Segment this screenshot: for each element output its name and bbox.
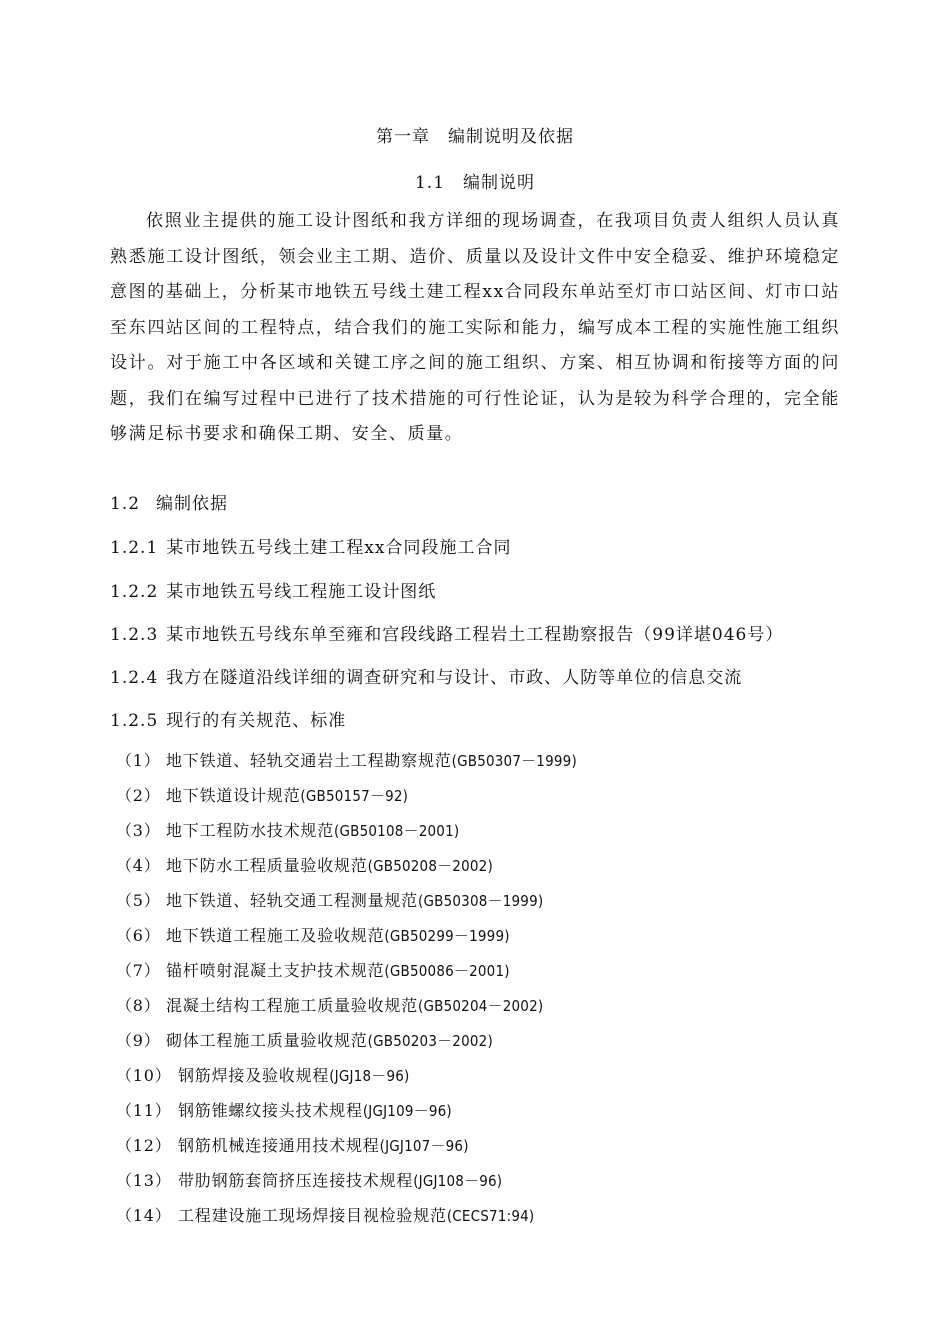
standard-name: 地下铁道、轻轨交通岩土工程勘察规范 <box>166 751 452 770</box>
standard-index: （8） <box>116 996 161 1015</box>
standard-index: （3） <box>116 821 161 840</box>
standard-index: （12） <box>116 1136 172 1155</box>
basis-item-number: 1.2.1 <box>110 538 159 558</box>
standard-item <box>116 923 510 946</box>
section-heading-1-2 <box>110 489 228 514</box>
standard-item <box>116 853 493 876</box>
standard-item <box>116 888 543 911</box>
standard-item <box>116 1168 502 1191</box>
standard-code: (JGJ107－96) <box>379 1137 469 1155</box>
standard-index: （14） <box>116 1206 172 1225</box>
basis-item <box>110 577 436 602</box>
standard-code: (GB50308－1999) <box>418 892 544 910</box>
standard-item <box>116 818 459 841</box>
basis-item <box>110 663 742 688</box>
standard-index: （13） <box>116 1171 172 1190</box>
section-number: 1.1 <box>414 173 446 193</box>
standard-code: (GB50299－1999) <box>384 927 510 945</box>
basis-item <box>110 706 346 731</box>
standard-item <box>116 1133 469 1156</box>
standard-code: (JGJ18－96) <box>329 1067 410 1085</box>
standard-code: (GB50203－2002) <box>367 1032 493 1050</box>
standard-item <box>116 783 408 806</box>
standard-name: 锚杆喷射混凝土支护技术规范 <box>166 961 385 980</box>
standard-name: 钢筋机械连接通用技术规程 <box>178 1136 380 1155</box>
standard-code: (CECS71:94) <box>446 1207 535 1225</box>
standard-code: (JGJ108－96) <box>413 1172 503 1190</box>
standard-name: 地下铁道、轻轨交通工程测量规范 <box>166 891 419 910</box>
standard-code: (GB50204－2002) <box>418 997 544 1015</box>
basis-item-number: 1.2.4 <box>110 668 159 688</box>
standard-code: (GB50086－2001) <box>384 962 510 980</box>
standard-name: 混凝土结构工程施工质量验收规范 <box>166 996 419 1015</box>
standard-code: (GB50108－2001) <box>334 822 460 840</box>
standard-index: （11） <box>116 1101 172 1120</box>
standard-item <box>116 958 510 981</box>
standard-index: （9） <box>116 1031 161 1050</box>
basis-item-text: 某市地铁五号线东单至雍和宫段线路工程岩土工程勘察报告（99详堪046号） <box>166 625 784 645</box>
section-title-text: 编制依据 <box>156 494 229 514</box>
standard-item <box>116 748 577 771</box>
standard-code: (GB50157－92) <box>300 787 409 805</box>
intro-paragraph: 依照业主提供的施工设计图纸和我方详细的现场调查，在我项目负责人组织人员认真熟悉施工设计图纸，领会业主工期、造价、质量以及设计文件中安全稳妥、维护环境稳定意图的基础上，分析某市地铁五号线土建工程xx合同段东单站至灯市口站区间、灯市口站至东四站区间的工程特点，结合我们的施工实际和能力，编写成本工程的实施性施工组织设计。对于施工中各区域和关键工序之间的施工组织、方案、相互协调和衔接等方面的问题，我们在编写过程中已进行了技术措施的可行性论证，认为是较为科学合理的，完全能够满足标书要求和确保工期、安全、质量。 <box>110 211 840 444</box>
basis-item <box>110 620 783 645</box>
standard-index: （6） <box>116 926 161 945</box>
standard-name: 地下铁道工程施工及验收规范 <box>166 926 385 945</box>
section-heading-1-1 <box>0 168 950 193</box>
standard-name: 地下工程防水技术规范 <box>166 821 335 840</box>
standard-index: （2） <box>116 786 161 805</box>
standard-name: 工程建设施工现场焊接目视检验规范 <box>178 1206 447 1225</box>
standard-code: (GB50307－1999) <box>451 752 577 770</box>
basis-item-number: 1.2.2 <box>110 582 159 602</box>
basis-item <box>110 533 511 558</box>
standard-index: （1） <box>116 751 161 770</box>
standard-index: （10） <box>116 1066 172 1085</box>
basis-item-text: 某市地铁五号线土建工程xx合同段施工合同 <box>166 538 512 558</box>
standard-name: 带肋钢筋套筒挤压连接技术规程 <box>178 1171 414 1190</box>
basis-item-text: 我方在隧道沿线详细的调查研究和与设计、市政、人防等单位的信息交流 <box>166 668 743 688</box>
section-title-text: 编制说明 <box>463 173 536 193</box>
basis-item-number: 1.2.5 <box>110 711 159 731</box>
basis-item-text: 现行的有关规范、标准 <box>166 711 347 731</box>
standard-name: 钢筋锥螺纹接头技术规程 <box>178 1101 363 1120</box>
standard-item <box>116 1028 493 1051</box>
standard-item <box>116 1203 534 1226</box>
standard-name: 砌体工程施工质量验收规范 <box>166 1031 368 1050</box>
standard-index: （5） <box>116 891 161 910</box>
basis-item-text: 某市地铁五号线工程施工设计图纸 <box>166 582 437 602</box>
standard-name: 地下防水工程质量验收规范 <box>166 856 368 875</box>
standard-item <box>116 993 543 1016</box>
standard-index: （7） <box>116 961 161 980</box>
standard-item <box>116 1063 410 1086</box>
standard-item <box>116 1098 452 1121</box>
standard-name: 钢筋焊接及验收规程 <box>178 1066 330 1085</box>
chapter-title: 第一章 编制说明及依据 <box>376 127 574 147</box>
basis-item-number: 1.2.3 <box>110 625 159 645</box>
standard-code: (JGJ109－96) <box>362 1102 452 1120</box>
standard-code: (GB50208－2002) <box>367 857 493 875</box>
standard-index: （4） <box>116 856 161 875</box>
section-number: 1.2 <box>110 494 141 514</box>
standard-name: 地下铁道设计规范 <box>166 786 301 805</box>
